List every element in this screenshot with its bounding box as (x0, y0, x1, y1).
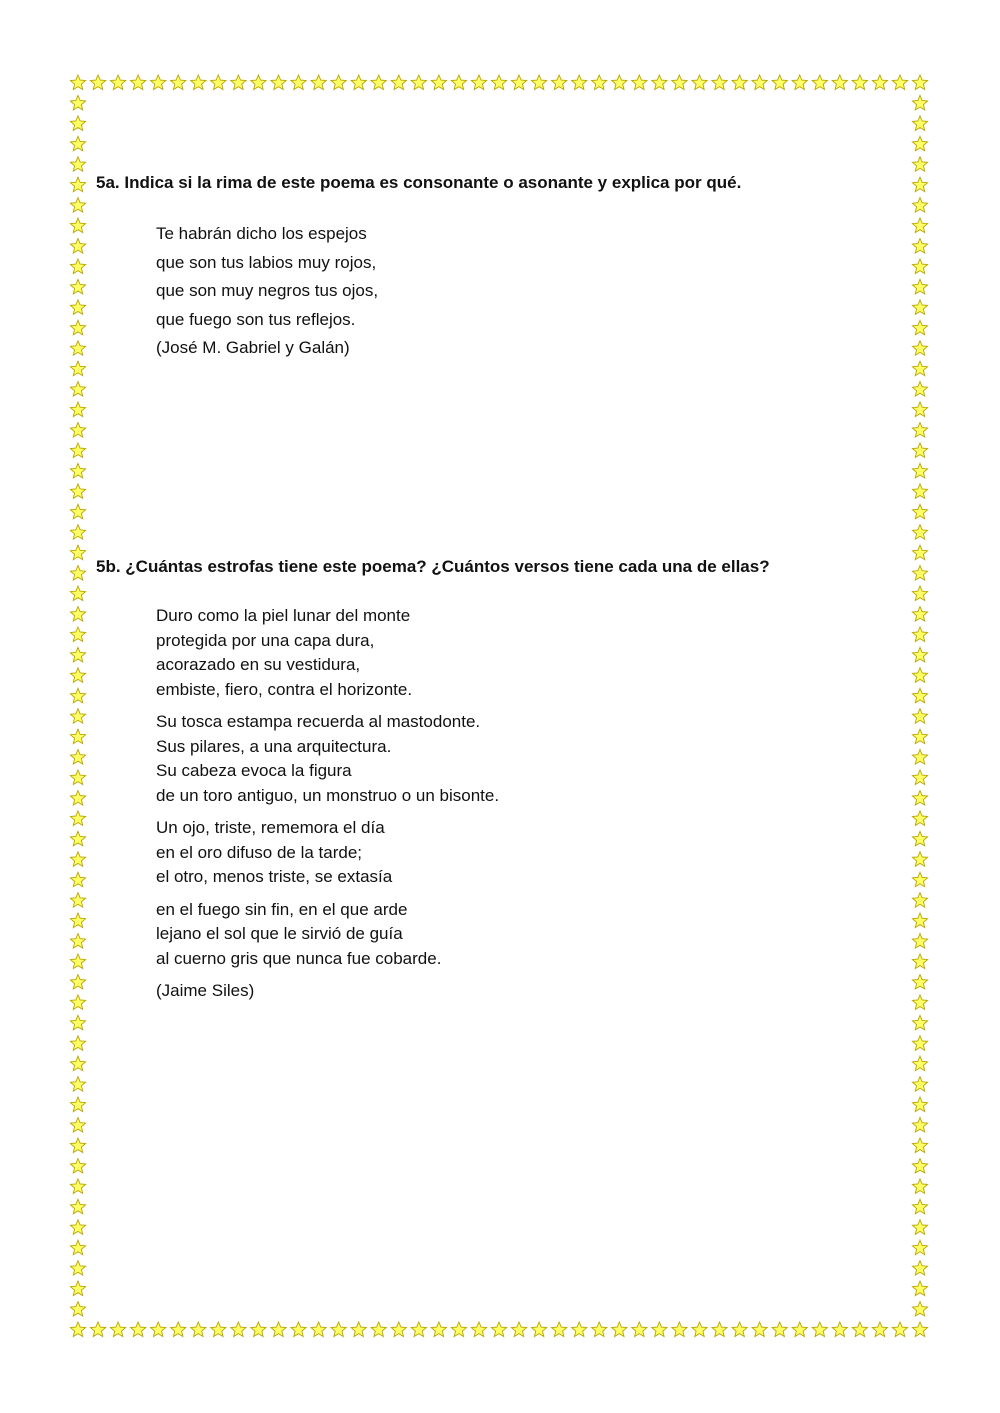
stanza-2 (156, 710, 499, 808)
poem-line: acorazado en su vestidura, (156, 655, 361, 674)
star-icon (572, 75, 587, 90)
star-icon (211, 1322, 226, 1337)
star-icon (451, 75, 466, 90)
star-icon (912, 443, 927, 457)
star-icon (271, 75, 286, 90)
star-icon (70, 525, 85, 540)
star-icon (912, 259, 927, 274)
star-icon (491, 1322, 506, 1337)
star-icon (912, 975, 927, 989)
star-icon (151, 1322, 166, 1337)
star-icon (311, 1322, 326, 1337)
star-icon (892, 75, 907, 90)
star-icon (792, 75, 807, 90)
star-icon (532, 75, 547, 90)
star-icon (391, 75, 406, 90)
star-icon (912, 1118, 927, 1132)
star-icon (912, 382, 927, 397)
star-icon (511, 75, 526, 90)
star-icon (912, 627, 927, 641)
star-icon (70, 1240, 85, 1255)
star-icon (912, 1322, 927, 1337)
star-icon (912, 688, 927, 703)
star-icon (70, 1056, 85, 1071)
star-icon (70, 893, 85, 908)
star-icon (912, 811, 927, 826)
star-icon (70, 607, 85, 622)
poem-line: protegida por una capa dura, (156, 630, 375, 650)
star-icon (912, 320, 927, 335)
star-icon (70, 934, 85, 949)
star-icon (692, 1322, 707, 1337)
star-icon (912, 279, 927, 294)
star-icon (70, 1261, 85, 1275)
star-icon (191, 1322, 206, 1337)
poem-line: Su cabeza evoca la figura (156, 761, 352, 780)
star-icon (211, 75, 226, 90)
star-icon (70, 729, 85, 743)
star-icon (70, 402, 85, 417)
star-icon (191, 75, 206, 90)
poem-5a (156, 220, 378, 363)
star-icon (912, 1199, 927, 1214)
star-icon (912, 566, 927, 581)
star-icon (70, 1036, 85, 1051)
poem-author: (Jaime Siles) (156, 981, 255, 1000)
star-icon (70, 566, 85, 581)
star-icon (712, 75, 727, 90)
star-icon (812, 75, 827, 90)
star-icon (70, 1097, 85, 1112)
star-icon (171, 75, 186, 90)
star-icon (70, 279, 85, 294)
star-icon (792, 1322, 807, 1337)
star-icon (70, 831, 85, 845)
star-icon (70, 709, 85, 724)
star-icon (912, 545, 927, 560)
star-icon (912, 1220, 927, 1235)
star-icon (912, 177, 927, 192)
star-icon (652, 75, 667, 90)
star-icon (912, 423, 927, 438)
star-icon (912, 831, 927, 845)
star-icon (912, 484, 927, 498)
star-icon (70, 750, 85, 765)
star-icon (411, 75, 426, 90)
star-icon (70, 852, 85, 867)
star-icon (912, 75, 927, 90)
star-icon (912, 157, 927, 171)
star-icon (912, 954, 927, 969)
star-icon (70, 770, 85, 785)
star-icon (712, 1322, 727, 1337)
question-5a-heading: 5a. Indica si la rima de este poema es consonante o asonante y explica por qué. (96, 173, 742, 192)
star-icon (752, 75, 767, 90)
star-icon (70, 198, 85, 212)
star-icon (552, 75, 567, 90)
star-icon (331, 75, 346, 90)
star-icon (852, 1322, 867, 1337)
star-icon (912, 136, 927, 151)
star-icon (732, 75, 747, 90)
star-icon (912, 504, 927, 519)
star-icon (912, 872, 927, 886)
star-icon (90, 75, 105, 90)
poem-line: en el fuego sin fin, en el que arde (156, 899, 408, 919)
star-icon (612, 1322, 627, 1337)
star-icon (912, 1302, 927, 1316)
star-icon (912, 1015, 927, 1029)
star-icon (912, 218, 927, 233)
star-icon (692, 75, 707, 90)
star-icon (471, 75, 486, 90)
star-icon (70, 545, 85, 560)
star-icon (231, 1322, 246, 1337)
star-icon (632, 75, 647, 90)
star-icon (70, 1138, 85, 1153)
star-icon (151, 75, 166, 90)
poem-line: embiste, fiero, contra el horizonte. (156, 679, 413, 699)
star-icon (912, 934, 927, 949)
star-icon (912, 463, 927, 478)
star-icon (331, 1322, 346, 1337)
poem-line: de un toro antiguo, un monstruo o un bisonte. (156, 785, 500, 805)
star-icon (291, 75, 306, 90)
star-icon (70, 443, 85, 457)
star-icon (912, 770, 927, 785)
poem-line: que fuego son tus reflejos. (156, 309, 356, 329)
poem-line: en el oro difuso de la tarde; (156, 842, 363, 862)
star-icon (912, 1159, 927, 1173)
star-icon (912, 607, 927, 622)
star-icon (912, 341, 927, 355)
star-icon (912, 1077, 927, 1092)
star-icon (672, 1322, 687, 1337)
star-icon (70, 791, 85, 806)
poem-line: que son tus labios muy rojos, (156, 252, 377, 272)
star-icon (912, 1036, 927, 1051)
star-icon (912, 995, 927, 1010)
poem-line: Su tosca estampa recuerda al mastodonte. (156, 712, 481, 731)
star-icon (70, 1159, 85, 1173)
star-icon (912, 1281, 927, 1296)
star-icon (491, 75, 506, 90)
star-icon (70, 341, 85, 355)
star-icon (772, 75, 787, 90)
star-icon (70, 1220, 85, 1235)
star-icon (612, 75, 627, 90)
star-icon (912, 300, 927, 314)
star-icon (912, 852, 927, 867)
star-icon (131, 75, 146, 90)
star-icon (371, 75, 386, 90)
star-icon (451, 1322, 466, 1337)
star-icon (70, 1118, 85, 1132)
star-icon (111, 75, 126, 90)
star-icon (912, 116, 927, 130)
star-icon (912, 668, 927, 683)
star-icon (251, 75, 266, 90)
poem-line: Te habrán dicho los espejos (156, 224, 367, 243)
star-icon (70, 116, 85, 130)
star-icon (912, 525, 927, 540)
star-icon (592, 75, 607, 90)
star-icon (70, 218, 85, 233)
star-icon (70, 668, 85, 683)
stanza-4 (156, 898, 499, 972)
star-icon (912, 586, 927, 600)
star-icon (912, 729, 927, 743)
poem-line: al cuerno gris que nunca fue cobarde. (156, 948, 442, 968)
star-icon (351, 75, 366, 90)
star-icon (832, 1322, 847, 1337)
star-icon (90, 1322, 105, 1337)
star-icon (70, 975, 85, 989)
star-icon (752, 1322, 767, 1337)
star-icon (912, 893, 927, 908)
star-icon (872, 75, 887, 90)
star-icon (912, 95, 927, 110)
star-icon (912, 1138, 927, 1153)
star-icon (672, 75, 687, 90)
star-icon (652, 1322, 667, 1337)
star-icon (912, 709, 927, 724)
star-icon (70, 382, 85, 397)
star-icon (552, 1322, 567, 1337)
star-icon (371, 1322, 386, 1337)
poem-line: que son muy negros tus ojos, (156, 281, 379, 300)
star-icon (291, 1322, 306, 1337)
question-5b-heading: 5b. ¿Cuántas estrofas tiene este poema? ¿Cuántos versos tiene cada una de ellas? (96, 557, 770, 576)
star-icon (70, 136, 85, 151)
star-icon (70, 1015, 85, 1029)
star-icon (812, 1322, 827, 1337)
star-icon (70, 484, 85, 498)
poem-line: lejano el sol que le sirvió de guía (156, 924, 403, 943)
star-icon (772, 1322, 787, 1337)
star-icon (912, 1240, 927, 1255)
poem-line: Un ojo, triste, rememora el día (156, 818, 385, 837)
star-icon (70, 1302, 85, 1316)
star-icon (852, 75, 867, 90)
poem-line: Duro como la piel lunar del monte (156, 606, 411, 625)
star-icon (572, 1322, 587, 1337)
star-icon (70, 1077, 85, 1092)
star-icon (351, 1322, 366, 1337)
star-icon (70, 259, 85, 274)
star-icon (912, 239, 927, 254)
star-icon (311, 75, 326, 90)
star-icon (431, 1322, 446, 1337)
star-icon (592, 1322, 607, 1337)
star-icon (70, 1281, 85, 1296)
star-icon (912, 198, 927, 212)
star-icon (70, 872, 85, 886)
star-icon (892, 1322, 907, 1337)
star-icon (431, 75, 446, 90)
star-icon (732, 1322, 747, 1337)
star-icon (131, 1322, 146, 1337)
star-icon (872, 1322, 887, 1337)
stanza-3 (156, 816, 499, 890)
star-icon (411, 1322, 426, 1337)
star-icon (70, 1179, 85, 1194)
star-icon (251, 1322, 266, 1337)
star-icon (70, 300, 85, 314)
star-icon (912, 647, 927, 662)
poem-line: el otro, menos triste, se extasía (156, 867, 393, 886)
star-icon (912, 1261, 927, 1275)
star-icon (912, 1179, 927, 1194)
star-icon (171, 1322, 186, 1337)
star-icon (70, 320, 85, 335)
star-icon (70, 239, 85, 254)
star-icon (70, 627, 85, 641)
star-icon (70, 995, 85, 1010)
star-icon (70, 688, 85, 703)
star-icon (532, 1322, 547, 1337)
star-icon (912, 1056, 927, 1071)
poem-author: (José M. Gabriel y Galán) (156, 338, 350, 357)
star-icon (70, 586, 85, 600)
star-icon (912, 402, 927, 417)
star-icon (70, 463, 85, 478)
star-icon (70, 95, 85, 110)
star-icon (912, 913, 927, 928)
star-icon (912, 791, 927, 806)
star-icon (70, 811, 85, 826)
star-icon (912, 361, 927, 376)
star-icon (70, 157, 85, 171)
star-icon (912, 750, 927, 765)
star-icon (70, 1322, 85, 1337)
star-icon (70, 423, 85, 438)
star-icon (70, 647, 85, 662)
poem-line: Sus pilares, a una arquitectura. (156, 736, 392, 756)
star-icon (70, 177, 85, 192)
star-icon (632, 1322, 647, 1337)
star-icon (391, 1322, 406, 1337)
star-icon (70, 1199, 85, 1214)
star-icon (231, 75, 246, 90)
stanza-1 (156, 604, 499, 702)
star-icon (70, 361, 85, 376)
star-icon (511, 1322, 526, 1337)
star-icon (70, 913, 85, 928)
star-icon (912, 1097, 927, 1112)
star-icon (832, 75, 847, 90)
star-icon (70, 75, 85, 90)
poem-5b (156, 604, 499, 1004)
star-icon (271, 1322, 286, 1337)
star-icon (471, 1322, 486, 1337)
star-icon (70, 504, 85, 519)
star-icon (70, 954, 85, 969)
star-icon (111, 1322, 126, 1337)
